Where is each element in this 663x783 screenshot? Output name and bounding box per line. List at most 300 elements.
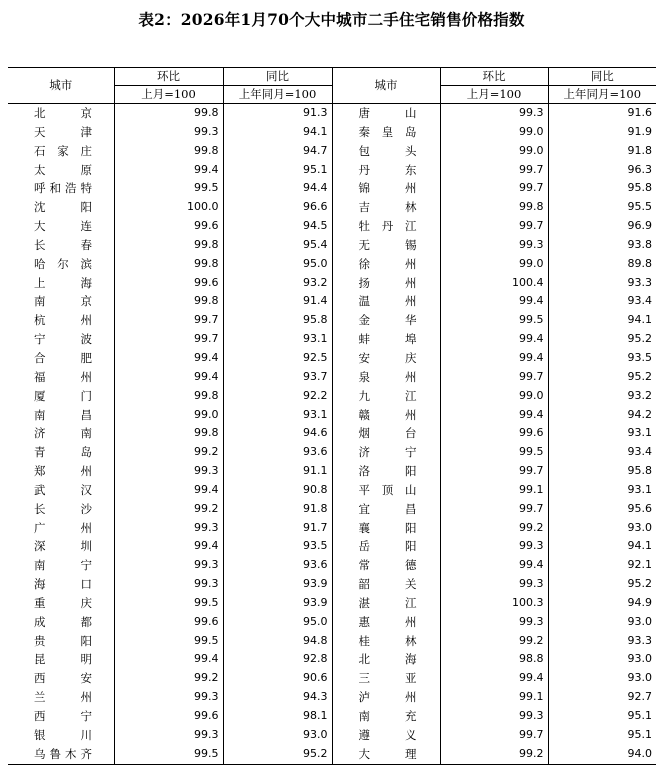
yoy-value-right: 94.0 (548, 745, 656, 764)
mom-value-right: 99.2 (440, 519, 548, 538)
mom-value-right: 99.7 (440, 217, 548, 236)
city-name-right: 济宁 (358, 445, 417, 460)
city-name-right-cell (332, 688, 440, 707)
city-name-right-cell (332, 556, 440, 575)
yoy-value-right: 92.1 (548, 556, 656, 575)
table-row (8, 537, 656, 556)
city-name-left: 太原 (34, 162, 92, 177)
city-name-right: 洛阳 (358, 464, 417, 479)
city-name-right-cell (332, 462, 440, 481)
city-name-right: 徐州 (358, 256, 417, 271)
city-name-right: 秦皇岛 (358, 124, 417, 139)
table-row (8, 669, 656, 688)
header-mom-base-right: 上月=100 (440, 86, 548, 104)
yoy-value-left: 96.6 (223, 198, 332, 217)
header-mom-left: 环比 (114, 68, 223, 86)
mom-value-right: 99.3 (440, 236, 548, 255)
yoy-value-left: 91.7 (223, 519, 332, 538)
mom-value-right: 99.1 (440, 688, 548, 707)
yoy-value-right: 93.2 (548, 387, 656, 406)
city-name-right: 吉林 (358, 200, 417, 215)
yoy-value-left: 93.2 (223, 274, 332, 293)
mom-value-left: 99.7 (114, 330, 223, 349)
mom-value-left: 99.0 (114, 406, 223, 425)
yoy-value-right: 93.1 (548, 424, 656, 443)
city-name-right: 丹东 (358, 162, 417, 177)
city-name-left: 上海 (34, 275, 92, 290)
city-name-right-cell (332, 368, 440, 387)
mom-value-left: 100.0 (114, 198, 223, 217)
table-row (8, 292, 656, 311)
yoy-value-right: 91.6 (548, 104, 656, 123)
city-name-left: 青岛 (34, 445, 92, 460)
mom-value-left: 99.8 (114, 142, 223, 161)
yoy-value-left: 91.4 (223, 292, 332, 311)
yoy-value-left: 94.8 (223, 632, 332, 651)
city-name-right-cell (332, 236, 440, 255)
yoy-value-left: 93.9 (223, 594, 332, 613)
mom-value-right: 99.7 (440, 368, 548, 387)
mom-value-right: 100.4 (440, 274, 548, 293)
yoy-value-right: 93.5 (548, 349, 656, 368)
table-body (8, 104, 656, 765)
city-name-left-cell (8, 274, 114, 293)
mom-value-right: 99.0 (440, 142, 548, 161)
city-name-left: 南宁 (34, 558, 92, 573)
yoy-value-left: 94.7 (223, 142, 332, 161)
city-name-right-cell (332, 330, 440, 349)
city-name-right-cell (332, 255, 440, 274)
city-name-left-cell (8, 443, 114, 462)
city-name-left: 合肥 (34, 350, 92, 365)
yoy-value-left: 95.8 (223, 311, 332, 330)
city-name-right: 韶关 (358, 577, 417, 592)
city-name-right-cell (332, 443, 440, 462)
city-name-left-cell (8, 594, 114, 613)
yoy-value-left: 93.7 (223, 368, 332, 387)
city-name-right-cell (332, 745, 440, 764)
yoy-value-left: 98.1 (223, 707, 332, 726)
table-row (8, 556, 656, 575)
city-name-right: 平顶山 (358, 482, 417, 497)
city-name-right-cell (332, 575, 440, 594)
mom-value-left: 99.4 (114, 537, 223, 556)
header-yoy-left: 同比 (223, 68, 332, 86)
city-name-left: 呼和浩特 (34, 181, 92, 196)
yoy-value-right: 91.8 (548, 142, 656, 161)
city-name-left-cell (8, 161, 114, 180)
yoy-value-left: 95.2 (223, 745, 332, 764)
yoy-value-right: 93.0 (548, 519, 656, 538)
yoy-value-right: 93.0 (548, 650, 656, 669)
yoy-value-right: 93.8 (548, 236, 656, 255)
yoy-value-right: 93.0 (548, 613, 656, 632)
city-name-right: 扬州 (358, 275, 417, 290)
city-name-right-cell (332, 123, 440, 142)
table-row (8, 217, 656, 236)
city-name-left-cell (8, 669, 114, 688)
header-yoy-base-right: 上年同月=100 (548, 86, 656, 104)
mom-value-right: 99.7 (440, 462, 548, 481)
yoy-value-left: 92.5 (223, 349, 332, 368)
table-row (8, 462, 656, 481)
city-name-left: 郑州 (34, 464, 92, 479)
yoy-value-left: 93.1 (223, 406, 332, 425)
mom-value-right: 99.3 (440, 104, 548, 123)
city-name-left-cell (8, 745, 114, 764)
table-row (8, 481, 656, 500)
yoy-value-right: 95.8 (548, 179, 656, 198)
yoy-value-left: 93.0 (223, 726, 332, 745)
city-name-left-cell (8, 462, 114, 481)
mom-value-right: 99.5 (440, 311, 548, 330)
table-row (8, 726, 656, 745)
mom-value-right: 99.4 (440, 330, 548, 349)
city-name-left-cell (8, 330, 114, 349)
yoy-value-right: 95.2 (548, 368, 656, 387)
city-name-left: 银川 (34, 727, 92, 742)
city-name-right-cell (332, 274, 440, 293)
city-name-left-cell (8, 198, 114, 217)
city-name-right-cell (332, 707, 440, 726)
city-name-right-cell (332, 142, 440, 161)
city-name-right: 安庆 (358, 350, 417, 365)
table-row (8, 707, 656, 726)
yoy-value-left: 95.0 (223, 613, 332, 632)
city-name-right: 九江 (358, 388, 417, 403)
mom-value-right: 99.4 (440, 406, 548, 425)
yoy-value-right: 92.7 (548, 688, 656, 707)
table-row (8, 424, 656, 443)
city-name-left-cell (8, 387, 114, 406)
yoy-value-left: 92.2 (223, 387, 332, 406)
mom-value-left: 99.5 (114, 179, 223, 198)
yoy-value-left: 93.1 (223, 330, 332, 349)
city-name-left-cell (8, 424, 114, 443)
yoy-value-left: 95.1 (223, 161, 332, 180)
mom-value-left: 99.8 (114, 236, 223, 255)
city-name-right: 襄阳 (358, 520, 417, 535)
yoy-value-left: 94.1 (223, 123, 332, 142)
mom-value-right: 100.3 (440, 594, 548, 613)
city-name-right: 包头 (358, 143, 417, 158)
city-name-right: 泸州 (358, 690, 417, 705)
city-name-left: 福州 (34, 369, 92, 384)
yoy-value-right: 95.8 (548, 462, 656, 481)
city-name-left: 沈阳 (34, 200, 92, 215)
mom-value-right: 99.7 (440, 161, 548, 180)
table-row (8, 179, 656, 198)
page-title: 表2：2026年1月70个大中城市二手住宅销售价格指数 (138, 10, 525, 29)
city-name-right: 常德 (358, 558, 417, 573)
city-name-right-cell (332, 161, 440, 180)
header-city-right: 城市 (332, 68, 440, 104)
city-name-left: 杭州 (34, 313, 92, 328)
city-name-left: 济南 (34, 426, 92, 441)
city-name-right-cell (332, 311, 440, 330)
city-name-left: 武汉 (34, 482, 92, 497)
yoy-value-left: 93.6 (223, 443, 332, 462)
yoy-value-left: 93.6 (223, 556, 332, 575)
mom-value-left: 99.4 (114, 650, 223, 669)
mom-value-left: 99.4 (114, 161, 223, 180)
city-name-right: 牡丹江 (358, 219, 417, 234)
mom-value-left: 99.8 (114, 255, 223, 274)
yoy-value-right: 94.1 (548, 537, 656, 556)
city-name-left-cell (8, 556, 114, 575)
city-name-left: 厦门 (34, 388, 92, 403)
city-name-right-cell (332, 594, 440, 613)
city-name-right-cell (332, 349, 440, 368)
yoy-value-left: 93.5 (223, 537, 332, 556)
yoy-value-right: 94.2 (548, 406, 656, 425)
city-name-left-cell (8, 255, 114, 274)
table-row (8, 632, 656, 651)
mom-value-left: 99.3 (114, 688, 223, 707)
city-name-left: 乌鲁木齐 (34, 746, 92, 761)
city-name-right-cell (332, 519, 440, 538)
city-name-left-cell (8, 613, 114, 632)
mom-value-right: 99.6 (440, 424, 548, 443)
yoy-value-right: 95.1 (548, 726, 656, 745)
yoy-value-right: 95.1 (548, 707, 656, 726)
city-name-right: 岳阳 (358, 539, 417, 554)
city-name-left: 海口 (34, 577, 92, 592)
mom-value-right: 99.4 (440, 669, 548, 688)
city-name-left: 昆明 (34, 652, 92, 667)
mom-value-left: 99.6 (114, 274, 223, 293)
yoy-value-left: 90.8 (223, 481, 332, 500)
yoy-value-left: 94.3 (223, 688, 332, 707)
city-name-left-cell (8, 650, 114, 669)
header-yoy-right: 同比 (548, 68, 656, 86)
city-name-right: 唐山 (358, 106, 417, 120)
yoy-value-left: 94.6 (223, 424, 332, 443)
yoy-value-left: 94.5 (223, 217, 332, 236)
yoy-value-right: 95.6 (548, 500, 656, 519)
mom-value-right: 99.3 (440, 575, 548, 594)
city-name-left: 北京 (34, 106, 92, 120)
city-name-left-cell (8, 368, 114, 387)
city-name-left: 南昌 (34, 407, 92, 422)
yoy-value-left: 91.1 (223, 462, 332, 481)
city-name-right-cell (332, 217, 440, 236)
city-name-right: 南充 (358, 709, 417, 723)
yoy-value-left: 90.6 (223, 669, 332, 688)
city-name-right: 温州 (358, 294, 417, 309)
table-row (8, 613, 656, 632)
city-name-right: 湛江 (358, 595, 417, 610)
mom-value-left: 99.3 (114, 726, 223, 745)
mom-value-left: 99.4 (114, 481, 223, 500)
city-name-left-cell (8, 292, 114, 311)
city-name-left-cell (8, 236, 114, 255)
city-name-left: 深圳 (34, 539, 92, 554)
yoy-value-right: 91.9 (548, 123, 656, 142)
city-name-right-cell (332, 650, 440, 669)
city-name-left: 长春 (34, 237, 92, 252)
city-name-left: 广州 (34, 520, 92, 535)
city-name-left-cell (8, 519, 114, 538)
table-row (8, 368, 656, 387)
yoy-value-left: 92.8 (223, 650, 332, 669)
yoy-value-left: 91.3 (223, 104, 332, 123)
yoy-value-left: 95.0 (223, 255, 332, 274)
city-name-left-cell (8, 632, 114, 651)
city-name-left-cell (8, 217, 114, 236)
mom-value-left: 99.8 (114, 387, 223, 406)
mom-value-right: 99.1 (440, 481, 548, 500)
table-row (8, 198, 656, 217)
yoy-value-left: 95.4 (223, 236, 332, 255)
city-name-left-cell (8, 311, 114, 330)
mom-value-left: 99.8 (114, 292, 223, 311)
header-mom-base-left: 上月=100 (114, 86, 223, 104)
table-row (8, 500, 656, 519)
table-row (8, 123, 656, 142)
city-name-left: 长沙 (34, 501, 92, 516)
table-row (8, 575, 656, 594)
city-name-right-cell (332, 481, 440, 500)
table-row (8, 688, 656, 707)
city-name-left-cell (8, 537, 114, 556)
yoy-value-right: 93.4 (548, 443, 656, 462)
city-name-left: 兰州 (34, 690, 92, 705)
mom-value-right: 99.3 (440, 537, 548, 556)
mom-value-left: 99.4 (114, 349, 223, 368)
city-name-right-cell (332, 387, 440, 406)
yoy-value-right: 93.1 (548, 481, 656, 500)
city-name-right: 桂林 (358, 633, 417, 648)
yoy-value-right: 94.1 (548, 311, 656, 330)
city-name-right: 三亚 (358, 671, 417, 686)
city-name-left-cell (8, 726, 114, 745)
mom-value-left: 99.2 (114, 669, 223, 688)
yoy-value-right: 95.5 (548, 198, 656, 217)
mom-value-right: 99.5 (440, 443, 548, 462)
yoy-value-right: 89.8 (548, 255, 656, 274)
mom-value-left: 99.6 (114, 217, 223, 236)
table-row (8, 594, 656, 613)
yoy-value-right: 96.3 (548, 161, 656, 180)
city-name-right-cell (332, 726, 440, 745)
mom-value-right: 99.0 (440, 123, 548, 142)
yoy-value-right: 93.3 (548, 274, 656, 293)
table-row (8, 311, 656, 330)
city-name-left: 南京 (34, 294, 92, 309)
table-row (8, 406, 656, 425)
city-name-left-cell (8, 707, 114, 726)
table-row (8, 443, 656, 462)
city-name-right: 宜昌 (358, 501, 417, 516)
city-name-left: 成都 (34, 614, 92, 629)
city-name-left-cell (8, 179, 114, 198)
mom-value-right: 99.7 (440, 179, 548, 198)
city-name-left: 重庆 (34, 595, 92, 610)
city-name-right-cell (332, 632, 440, 651)
mom-value-left: 99.3 (114, 123, 223, 142)
table-row (8, 387, 656, 406)
city-name-right: 泉州 (358, 369, 417, 384)
table-row (8, 104, 656, 123)
city-name-left-cell (8, 123, 114, 142)
city-name-left: 贵阳 (34, 633, 92, 648)
city-name-left: 石家庄 (34, 143, 92, 158)
yoy-value-left: 93.9 (223, 575, 332, 594)
city-name-right-cell (332, 104, 440, 123)
mom-value-left: 99.5 (114, 745, 223, 764)
mom-value-left: 99.4 (114, 368, 223, 387)
table-row (8, 349, 656, 368)
city-name-right-cell (332, 424, 440, 443)
city-name-left-cell (8, 406, 114, 425)
yoy-value-left: 94.4 (223, 179, 332, 198)
mom-value-left: 99.2 (114, 500, 223, 519)
mom-value-left: 99.7 (114, 311, 223, 330)
city-name-right: 蚌埠 (358, 332, 417, 347)
header-city-left: 城市 (8, 68, 114, 104)
city-name-right: 遵义 (358, 727, 417, 742)
city-name-left-cell (8, 349, 114, 368)
yoy-value-right: 93.0 (548, 669, 656, 688)
table-row (8, 142, 656, 161)
city-name-left: 西安 (34, 671, 92, 686)
yoy-value-right: 94.9 (548, 594, 656, 613)
mom-value-right: 99.3 (440, 707, 548, 726)
city-name-right-cell (332, 406, 440, 425)
mom-value-right: 99.0 (440, 387, 548, 406)
header-yoy-base-left: 上年同月=100 (223, 86, 332, 104)
yoy-value-right: 95.2 (548, 575, 656, 594)
mom-value-right: 99.8 (440, 198, 548, 217)
city-name-right-cell (332, 292, 440, 311)
table-row (8, 330, 656, 349)
mom-value-right: 99.7 (440, 726, 548, 745)
city-name-right: 金华 (358, 313, 417, 328)
city-name-right-cell (332, 669, 440, 688)
table-row (8, 650, 656, 669)
city-name-right-cell (332, 198, 440, 217)
price-index-table (8, 67, 656, 765)
city-name-right: 锦州 (358, 181, 417, 196)
mom-value-left: 99.5 (114, 594, 223, 613)
table-row (8, 274, 656, 293)
mom-value-left: 99.6 (114, 707, 223, 726)
mom-value-left: 99.8 (114, 424, 223, 443)
table-row (8, 519, 656, 538)
mom-value-left: 99.3 (114, 575, 223, 594)
mom-value-right: 99.2 (440, 745, 548, 764)
city-name-right-cell (332, 613, 440, 632)
table-row (8, 255, 656, 274)
city-name-right-cell (332, 500, 440, 519)
city-name-right: 无锡 (358, 237, 417, 252)
mom-value-right: 98.8 (440, 650, 548, 669)
city-name-left-cell (8, 104, 114, 123)
city-name-right-cell (332, 179, 440, 198)
mom-value-left: 99.3 (114, 556, 223, 575)
city-name-left: 哈尔滨 (34, 256, 92, 271)
city-name-left-cell (8, 142, 114, 161)
yoy-value-right: 93.3 (548, 632, 656, 651)
mom-value-left: 99.2 (114, 443, 223, 462)
city-name-right-cell (332, 537, 440, 556)
city-name-left-cell (8, 575, 114, 594)
mom-value-right: 99.4 (440, 292, 548, 311)
header-mom-right: 环比 (440, 68, 548, 86)
city-name-right: 烟台 (358, 426, 417, 441)
yoy-value-right: 95.2 (548, 330, 656, 349)
